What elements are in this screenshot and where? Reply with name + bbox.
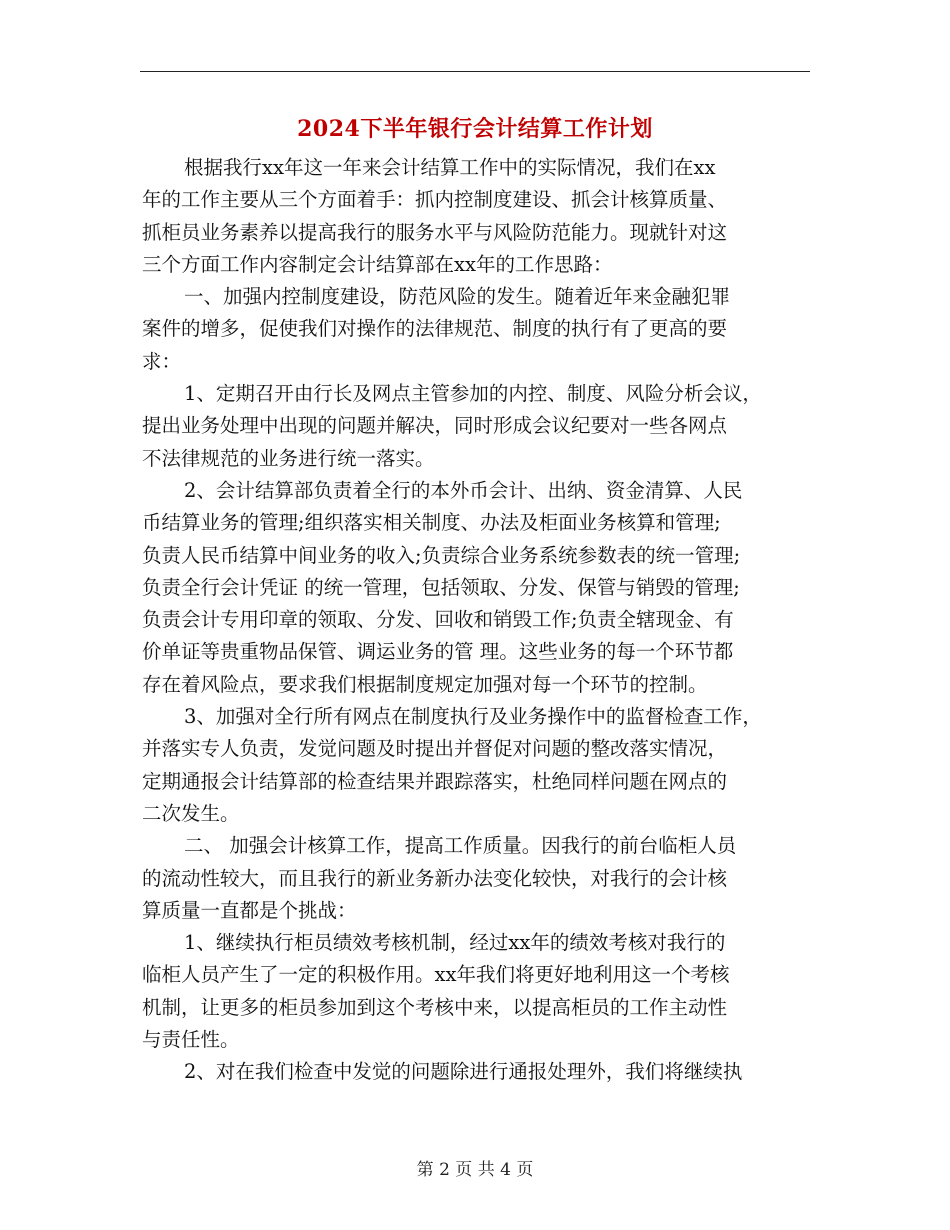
paragraph-line: 存在着风险点，要求我们根据制度规定加强对每一个环节的控制。 bbox=[142, 672, 708, 696]
paragraph-line: 1、定期召开由行长及网点主管参加的内控、制度、风险分析会议， bbox=[184, 382, 762, 406]
paragraph-line: 与责任性。 bbox=[142, 1028, 240, 1052]
paragraph-line: 定期通报会计结算部的检查结果并跟踪落实，杜绝同样问题在网点的 bbox=[142, 769, 728, 793]
paragraph-line: 3、加强对全行所有网点在制度执行及业务操作中的监督检查工作， bbox=[184, 705, 762, 729]
paragraph-line: 币结算业务的管理;组织落实相关制度、办法及柜面业务核算和管理; bbox=[142, 511, 721, 535]
paragraph-line: 负责会计专用印章的领取、分发、回收和销毁工作;负责全辖现金、有 bbox=[142, 608, 734, 632]
paragraph-line: 2、对在我们检查中发觉的问题除进行通报处理外，我们将继续执 bbox=[184, 1060, 743, 1084]
paragraph-line: 年的工作主要从三个方面着手：抓内控制度建设、抓会计核算质量、 bbox=[142, 188, 728, 212]
paragraph-line: 负责全行会计凭证 的统一管理，包括领取、分发、保管与销毁的管理; bbox=[142, 575, 740, 599]
paragraph-line: 抓柜员业务素养以提高我行的服务水平与风险防范能力。现就针对这 bbox=[142, 220, 728, 244]
paragraph-line: 价单证等贵重物品保管、调运业务的管 理。这些业务的每一个环节都 bbox=[142, 640, 734, 664]
paragraph-line: 算质量一直都是个挑战： bbox=[142, 898, 357, 922]
document-body bbox=[142, 152, 817, 1089]
paragraph-line: 2、会计结算部负责着全行的本外币会计、出纳、资金清算、人民 bbox=[184, 478, 743, 502]
paragraph-line: 1、继续执行柜员绩效考核机制，经过xx年的绩效考核对我行的 bbox=[184, 931, 726, 955]
paragraph-line: 临柜人员产生了一定的积极作用。xx年我们将更好地利用这一个考核 bbox=[142, 963, 730, 987]
paragraph-line: 不法律规范的业务进行统一落实。 bbox=[142, 446, 435, 470]
paragraph-line: 三个方面工作内容制定会计结算部在xx年的工作思路： bbox=[142, 252, 613, 276]
document-title: 2024下半年银行会计结算工作计划 bbox=[297, 116, 653, 142]
paragraph-line: 二次发生。 bbox=[142, 801, 240, 825]
header-rule bbox=[140, 71, 810, 72]
paragraph-line: 根据我行xx年这一年来会计结算工作中的实际情况，我们在xx bbox=[184, 156, 716, 179]
paragraph-line: 案件的增多，促使我们对操作的法律规范、制度的执行有了更高的要 bbox=[142, 317, 728, 341]
page-number: 第 2 页 共 4 页 bbox=[416, 1160, 534, 1180]
paragraph-line: 二、 加强会计核算工作，提高工作质量。因我行的前台临柜人员 bbox=[184, 834, 737, 858]
paragraph-line: 机制，让更多的柜员参加到这个考核中来，以提高柜员的工作主动性 bbox=[142, 995, 728, 1019]
paragraph-line: 提出业务处理中出现的问题并解决，同时形成会议纪要对一些各网点 bbox=[142, 414, 728, 438]
paragraph-line: 求： bbox=[142, 349, 182, 373]
paragraph-line: 的流动性较大，而且我行的新业务新办法变化较快，对我行的会计核 bbox=[142, 866, 728, 890]
paragraph-line: 负责人民币结算中间业务的收入;负责综合业务系统参数表的统一管理; bbox=[142, 543, 741, 567]
paragraph-line: 一、加强内控制度建设，防范风险的发生。随着近年来金融犯罪 bbox=[184, 285, 731, 309]
paragraph-line: 并落实专人负责，发觉问题及时提出并督促对问题的整改落实情况， bbox=[142, 737, 728, 761]
